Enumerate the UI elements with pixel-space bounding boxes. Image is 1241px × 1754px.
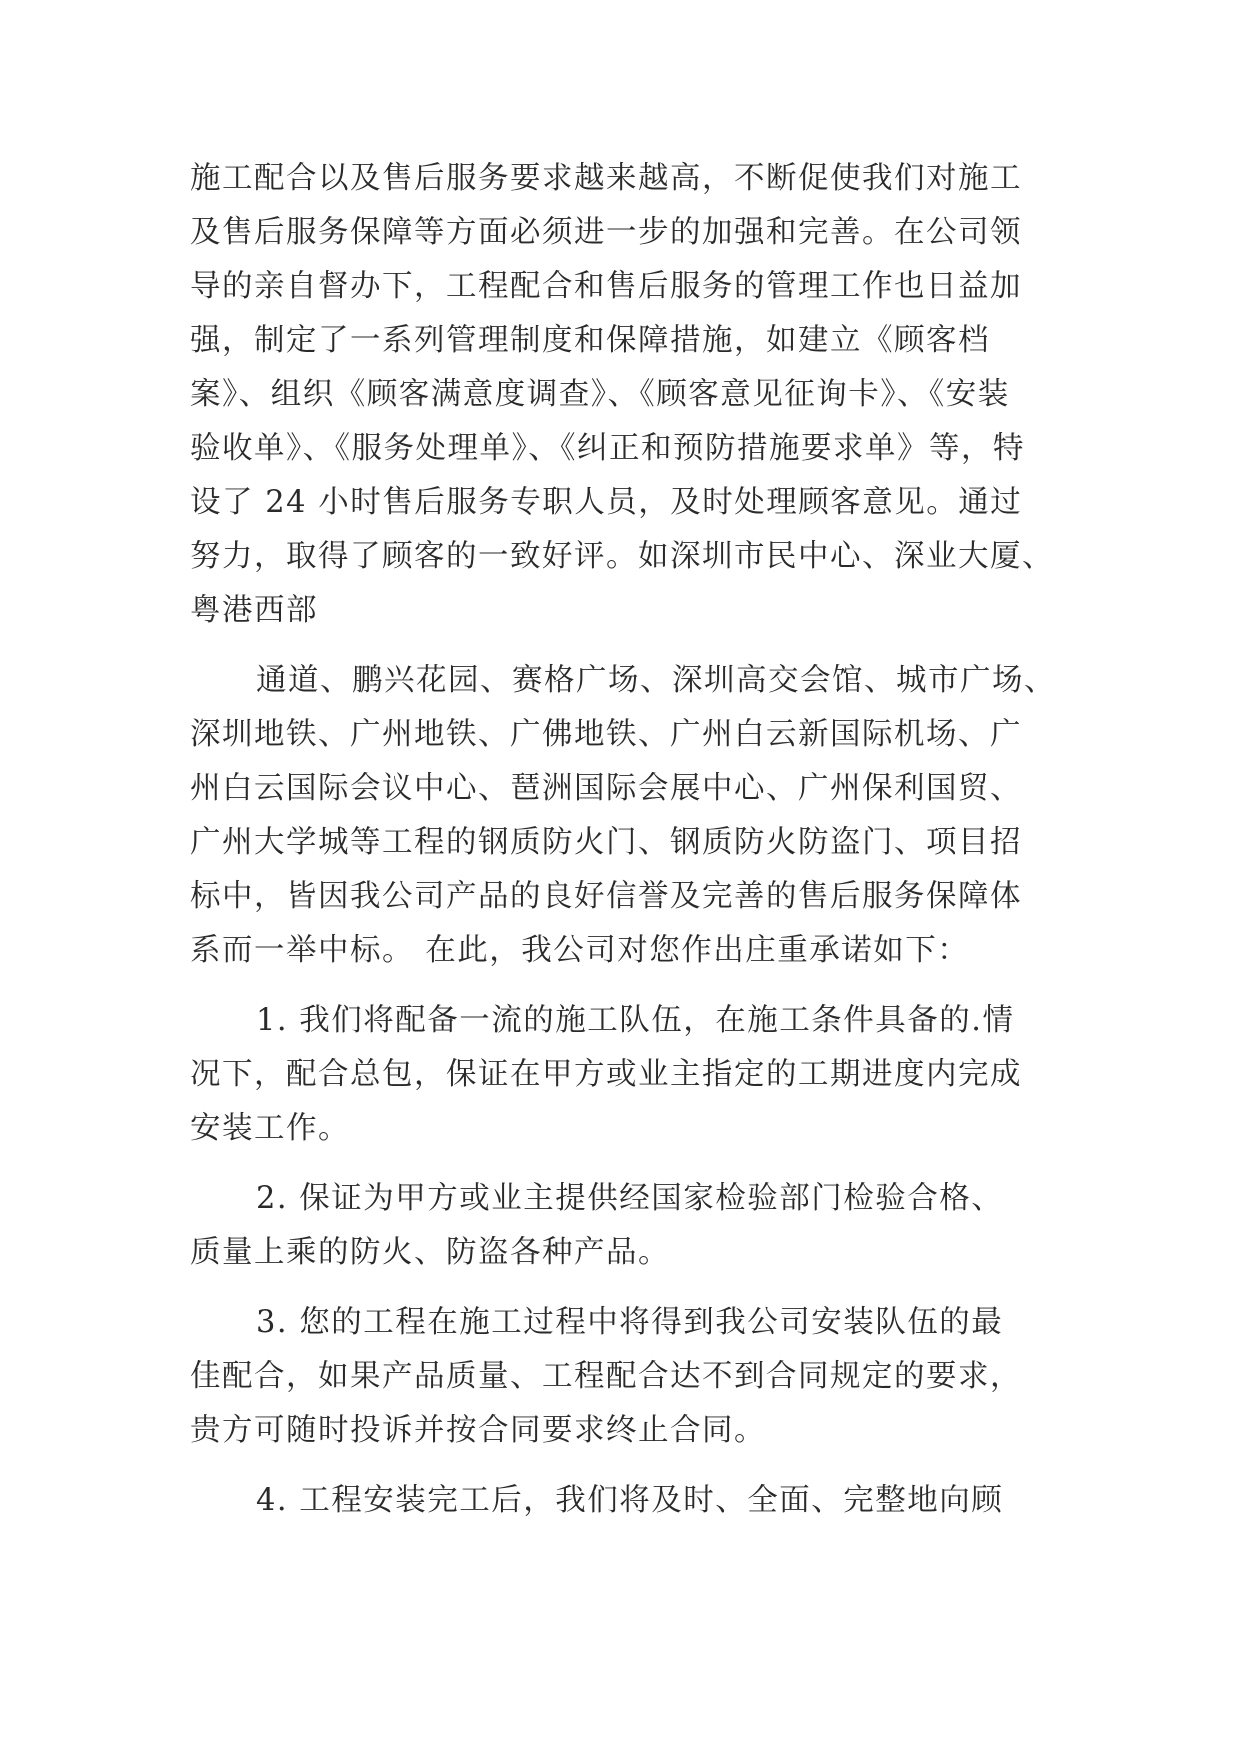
paragraph-commitment-1 bbox=[190, 994, 1060, 1156]
text-line: 系而一举中标。 在此，我公司对您作出庄重承诺如下： bbox=[190, 933, 970, 968]
paragraph-commitment-2 bbox=[190, 1172, 1060, 1280]
paragraph-gap bbox=[190, 1280, 1060, 1296]
paragraph-commitment-3 bbox=[190, 1296, 1060, 1458]
paragraph-service-intro bbox=[190, 152, 1060, 638]
text-line: 验收单》、《服务处理单》、《纠正和预防措施要求单》等，特 bbox=[190, 431, 1025, 466]
text-line: 案》、组织《顾客满意度调查》、《顾客意见征询卡》、《安装 bbox=[190, 377, 1010, 412]
text-line: 佳配合，如果产品质量、工程配合达不到合同规定的要求， bbox=[190, 1359, 1022, 1394]
text-line: 质量上乘的防火、防盗各种产品。 bbox=[190, 1235, 670, 1270]
text-line: 贵方可随时投诉并按合同要求终止合同。 bbox=[190, 1413, 766, 1448]
text-line: 努力，取得了顾客的一致好评。如深圳市民中心、深业大厦、 bbox=[190, 539, 1054, 574]
text-line: 广州大学城等工程的钢质防火门、钢质防火防盗门、项目招 bbox=[190, 825, 1022, 860]
paragraph-projects bbox=[190, 654, 1060, 978]
paragraph-gap bbox=[190, 978, 1060, 994]
text-line: 州白云国际会议中心、琶洲国际会展中心、广州保利国贸、 bbox=[190, 771, 1022, 806]
text-line: 2. 保证为甲方或业主提供经国家检验部门检验合格、 bbox=[256, 1181, 1004, 1216]
paragraph-gap bbox=[190, 1458, 1060, 1474]
text-line: 深圳地铁、广州地铁、广佛地铁、广州白云新国际机场、广 bbox=[190, 717, 1022, 752]
paragraph-gap bbox=[190, 638, 1060, 654]
text-line: 3. 您的工程在施工过程中将得到我公司安装队伍的最 bbox=[256, 1305, 1004, 1340]
text-line: 况下，配合总包，保证在甲方或业主指定的工期进度内完成 bbox=[190, 1057, 1022, 1092]
text-line: 标中，皆因我公司产品的良好信誉及完善的售后服务保障体 bbox=[190, 879, 1022, 914]
document-body bbox=[190, 152, 1060, 1528]
text-line: 1. 我们将配备一流的施工队伍，在施工条件具备的.情 bbox=[256, 1003, 1015, 1038]
text-line: 及售后服务保障等方面必须进一步的加强和完善。在公司领 bbox=[190, 215, 1022, 250]
text-line: 粤港西部 bbox=[190, 593, 318, 628]
text-line: 施工配合以及售后服务要求越来越高，不断促使我们对施工 bbox=[190, 161, 1022, 196]
text-line: 导的亲自督办下，工程配合和售后服务的管理工作也日益加 bbox=[190, 269, 1022, 304]
text-line: 4. 工程安装完工后，我们将及时、全面、完整地向顾 bbox=[256, 1483, 1004, 1518]
paragraph-gap bbox=[190, 1156, 1060, 1172]
paragraph-commitment-4 bbox=[190, 1474, 1060, 1528]
text-line: 安装工作。 bbox=[190, 1111, 350, 1146]
text-line: 强，制定了一系列管理制度和保障措施，如建立《顾客档 bbox=[190, 323, 990, 358]
text-line: 设了 24 小时售后服务专职人员，及时处理顾客意见。通过 bbox=[190, 485, 1023, 520]
text-line: 通道、鹏兴花园、赛格广场、深圳高交会馆、城市广场、 bbox=[256, 663, 1056, 698]
